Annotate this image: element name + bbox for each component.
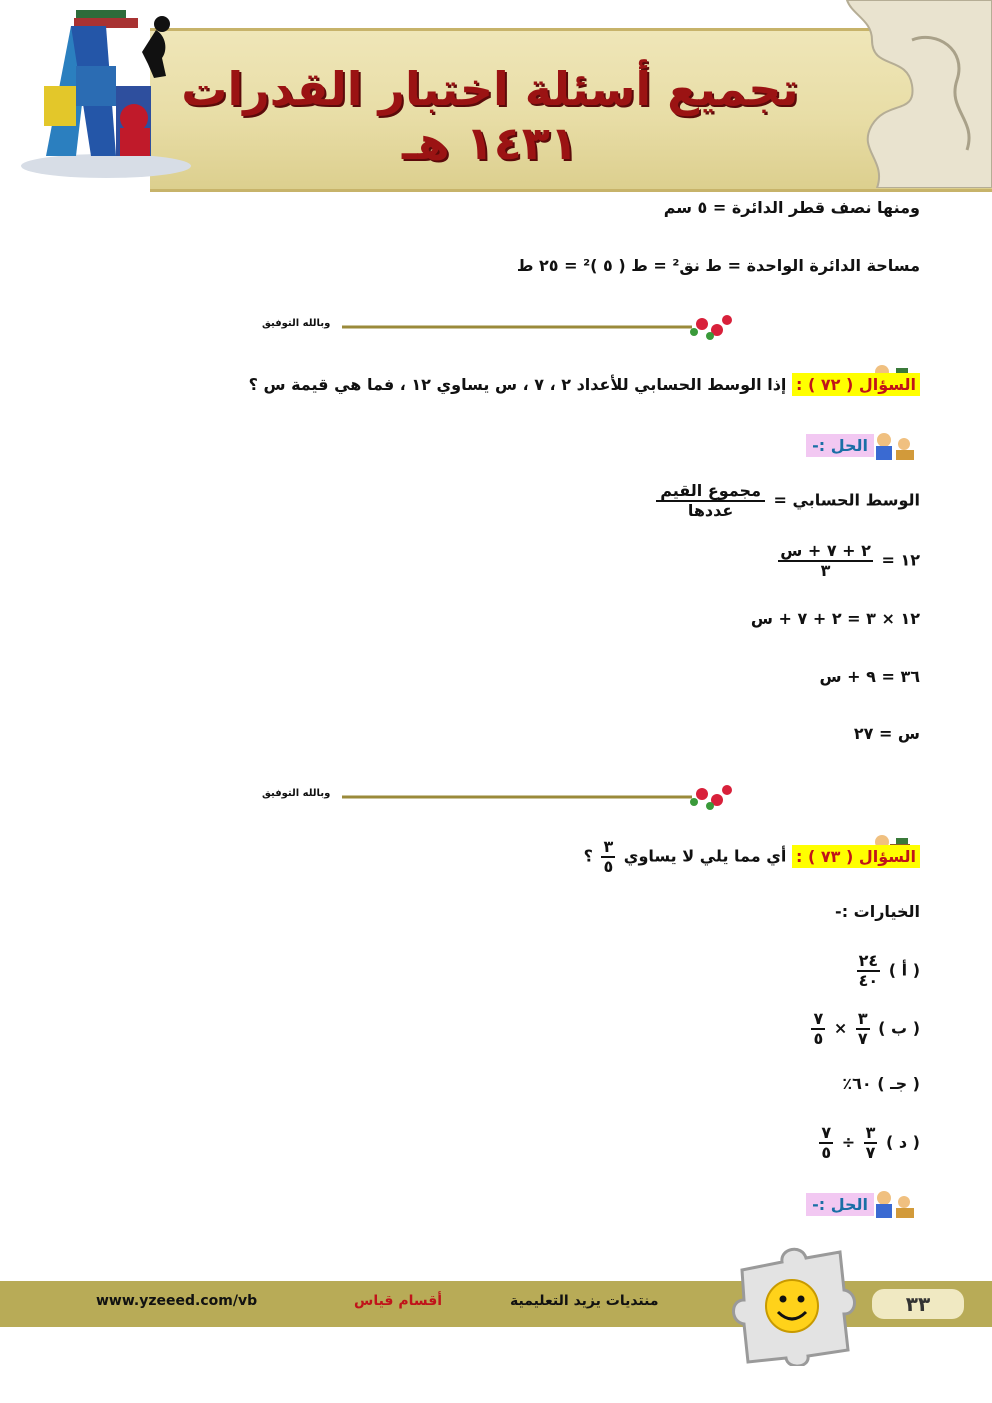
choice-b xyxy=(808,1010,920,1048)
choice-c: ( جـ ) ٦٠٪ xyxy=(842,1074,920,1093)
question-73-label: السؤال ( ٧٣ ) : xyxy=(792,845,920,868)
choice-d-denominator-2: ٥ xyxy=(821,1143,832,1162)
choice-b-label: ( ب ) xyxy=(878,1018,920,1038)
question-73-qmark: ؟ xyxy=(583,846,593,866)
step-1-numerator: ٢ + ٧ + س xyxy=(780,541,871,560)
separator-2-text: وبالله التوفيق xyxy=(262,788,331,799)
smiley-puzzle-icon xyxy=(722,1240,860,1366)
solution-label-73: الحل :- xyxy=(806,1193,874,1216)
choice-a-fraction xyxy=(857,952,881,990)
mean-denominator: عددها xyxy=(687,501,734,520)
choice-a xyxy=(854,952,920,990)
puzzle-corner-decoration xyxy=(817,0,992,188)
question-73-fraction xyxy=(601,838,615,876)
question-73-denominator: ٥ xyxy=(603,857,614,876)
choice-b-operator: × xyxy=(833,1018,848,1038)
separator-2 xyxy=(262,782,732,812)
page-title: تجميع أسئلة اختبار القدرات ١٤٣١ هـ xyxy=(181,62,799,170)
choice-d-numerator-1: ٣ xyxy=(865,1123,876,1142)
building-blocks-logo xyxy=(16,6,191,182)
mean-formula xyxy=(653,482,920,520)
choice-a-denominator: ٤٠ xyxy=(858,971,879,990)
question-73 xyxy=(584,838,920,876)
step-1-lhs: ١٢ = xyxy=(881,550,920,570)
choice-b-fraction-2 xyxy=(811,1010,825,1048)
choice-d-label: ( د ) xyxy=(886,1132,920,1152)
area-line: مساحة الدائرة الواحدة = ط نق² = ط ( ٥ )² = ٢٥ ط xyxy=(516,256,920,275)
choice-b-denominator-2: ٥ xyxy=(813,1029,824,1048)
footer-forum: منتديات يزيد التعليمية xyxy=(510,1293,659,1309)
students-icon-2 xyxy=(872,1188,918,1222)
mean-label: الوسط الحسابي = xyxy=(773,490,920,510)
question-73-numerator: ٣ xyxy=(603,837,614,856)
choice-d-fraction-1 xyxy=(864,1124,878,1162)
question-72 xyxy=(249,375,920,394)
solution-label-72: الحل :- xyxy=(806,434,874,457)
question-72-label: السؤال ( ٧٢ ) : xyxy=(792,373,920,396)
choice-b-numerator-1: ٣ xyxy=(857,1009,868,1028)
choice-a-numerator: ٢٤ xyxy=(858,951,879,970)
separator-1-text: وبالله التوفيق xyxy=(262,318,331,329)
question-73-text: أي مما يلي لا يساوي xyxy=(623,846,787,866)
choice-b-numerator-2: ٧ xyxy=(813,1009,824,1028)
mean-fraction xyxy=(656,482,765,520)
step-1 xyxy=(775,542,920,580)
choice-d-denominator-1: ٧ xyxy=(865,1143,876,1162)
page-number: ٣٣ xyxy=(872,1289,964,1319)
choices-label: الخيارات :- xyxy=(835,902,920,921)
question-72-text: إذا الوسط الحسابي للأعداد ٢ ، ٧ ، س يساوي ١٢ ، فما هي قيمة س ؟ xyxy=(248,375,787,394)
radius-line: ومنها نصف قطر الدائرة = ٥ سم xyxy=(663,198,920,217)
footer-url[interactable]: www.yzeeed.com/vb xyxy=(96,1293,258,1309)
choice-d-numerator-2: ٧ xyxy=(821,1123,832,1142)
step-3: ٣٦ = ٩ + س xyxy=(819,667,920,686)
students-icon xyxy=(872,430,918,464)
choice-d-operator: ÷ xyxy=(841,1132,856,1152)
choice-b-denominator-1: ٧ xyxy=(857,1029,868,1048)
choice-d-fraction-2 xyxy=(819,1124,833,1162)
footer-section[interactable]: أقسام قياس xyxy=(354,1293,443,1309)
step-1-fraction xyxy=(778,542,873,580)
separator-1 xyxy=(262,312,732,342)
mean-numerator: مجموع القيم xyxy=(656,482,765,502)
step-4: س = ٢٧ xyxy=(853,724,920,743)
choice-a-label: ( أ ) xyxy=(888,960,920,980)
choice-b-fraction-1 xyxy=(856,1010,870,1048)
step-2: ١٢ × ٣ = ٢ + ٧ + س xyxy=(750,609,920,628)
step-1-denominator: ٣ xyxy=(820,561,831,580)
choice-d xyxy=(816,1124,920,1162)
